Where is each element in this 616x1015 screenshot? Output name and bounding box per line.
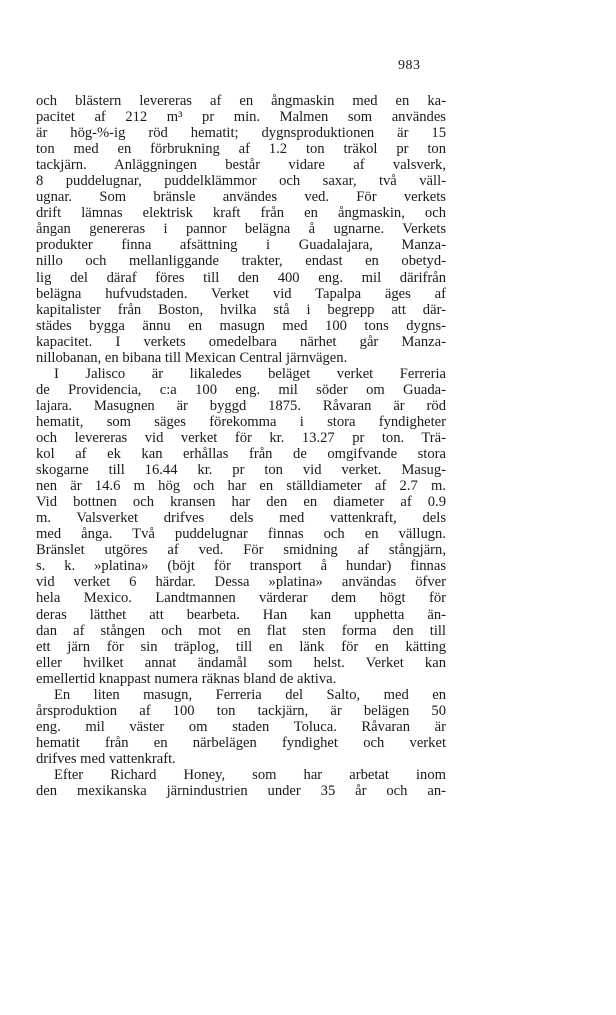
text-line: drift lämnas elektrisk kraft från en ångmaskin, och xyxy=(36,205,446,222)
body-text xyxy=(36,93,446,799)
text-line: och levereras vid verket för kr. 13.27 pr ton. Trä- xyxy=(36,429,446,446)
text-line: är hög-%-ig röd hematit; dygnsproduktionen är 15 xyxy=(36,125,446,142)
text-line: En liten masugn, Ferreria del Salto, med en xyxy=(54,686,446,703)
text-line: m. Valsverket drifves dels med vattenkraft, dels xyxy=(36,510,446,527)
text-line: Bränslet utgöres af ved. För smidning af stångjärn, xyxy=(36,542,446,559)
text-line: I Jalisco är likaledes beläget verket Ferreria xyxy=(54,365,446,382)
text-line: kapitalister från Boston, hvilka stå i begrepp att där- xyxy=(36,301,446,318)
text-line: lig del däraf föres till den 400 eng. mil därifrån xyxy=(36,269,446,286)
text-line: hematit, som säges förekomma i stora fyndigheter xyxy=(36,413,446,430)
text-line: kapacitet. I verkets omedelbara närhet går Manza- xyxy=(36,333,446,350)
text-line: Efter Richard Honey, som har arbetat inom xyxy=(54,766,446,783)
text-line: och blästern levereras af en ångmaskin med en ka- xyxy=(36,93,446,109)
page-number: 983 xyxy=(398,58,421,73)
text-line: ton med en förbrukning af 1.2 ton träkol pr ton xyxy=(36,141,446,158)
text-line: kol af ek kan erhållas från de omgifvande stora xyxy=(36,446,446,463)
text-line: årsproduktion af 100 ton tackjärn, är belägen 50 xyxy=(36,702,446,719)
text-line: hematit från en närbelägen fyndighet och verket xyxy=(36,734,446,751)
text-line: belägna hufvudstaden. Verket vid Tapalpa äges af xyxy=(36,285,446,302)
text-line: ett järn för sin träplog, till en länk för en kätting xyxy=(36,638,446,655)
text-line: de Providencia, c:a 100 eng. mil söder om Guada- xyxy=(36,381,446,398)
text-line: skogarne till 16.44 kr. pr ton vid verket. Masug- xyxy=(36,462,446,479)
text-line: nillobanan, en bibana till Mexican Central järnvägen. xyxy=(36,349,348,366)
text-line: eng. mil väster om staden Toluca. Råvaran är xyxy=(36,718,446,735)
text-line: Vid bottnen och kransen har den en diameter af 0.9 xyxy=(36,494,446,511)
text-line: ångan genereras i pannor belägna å ugnarne. Verkets xyxy=(36,221,446,238)
text-line: drifves med vattenkraft. xyxy=(36,750,176,767)
text-line: städes bygga ännu en masugn med 100 tons dygns- xyxy=(36,317,446,334)
text-line: hela Mexico. Landtmannen värderar dem högt för xyxy=(36,590,446,607)
text-line: den mexikanska järnindustrien under 35 år och an- xyxy=(36,783,446,800)
text-line: produkter finna afsättning i Guadalajara, Manza- xyxy=(36,237,446,254)
text-line: nen är 14.6 m hög och har en ställdiameter af 2.7 m. xyxy=(36,478,446,495)
text-line: deras lätthet att bearbeta. Han kan upphetta än- xyxy=(36,606,446,623)
text-line: eller hvilket annat ändamål som helst. Verket kan xyxy=(36,654,446,671)
text-line: emellertid knappast numera räknas bland de aktiva. xyxy=(36,670,337,687)
text-line: pacitet af 212 m³ pr min. Malmen som användes xyxy=(36,109,446,126)
text-line: nillo och mellanliggande trakter, endast en obetyd- xyxy=(36,253,446,270)
text-line: ugnar. Som bränsle användes ved. För verkets xyxy=(36,189,446,206)
text-line: tackjärn. Anläggningen består vidare af valsverk, xyxy=(36,157,446,174)
text-line: med ånga. Två puddelugnar finnas och en vällugn. xyxy=(36,526,446,543)
text-line: vid verket 6 härdar. Dessa »platina» användas öfver xyxy=(36,574,446,591)
text-line: 8 puddelugnar, puddelklämmor och saxar, två väll- xyxy=(36,173,446,190)
text-line: lajara. Masugnen är byggd 1875. Råvaran är röd xyxy=(36,397,446,414)
text-line: s. k. »platina» (böjt för transport å hundar) finnas xyxy=(36,558,446,575)
text-line: dan af stången och mot en flat sten forma den till xyxy=(36,622,446,639)
